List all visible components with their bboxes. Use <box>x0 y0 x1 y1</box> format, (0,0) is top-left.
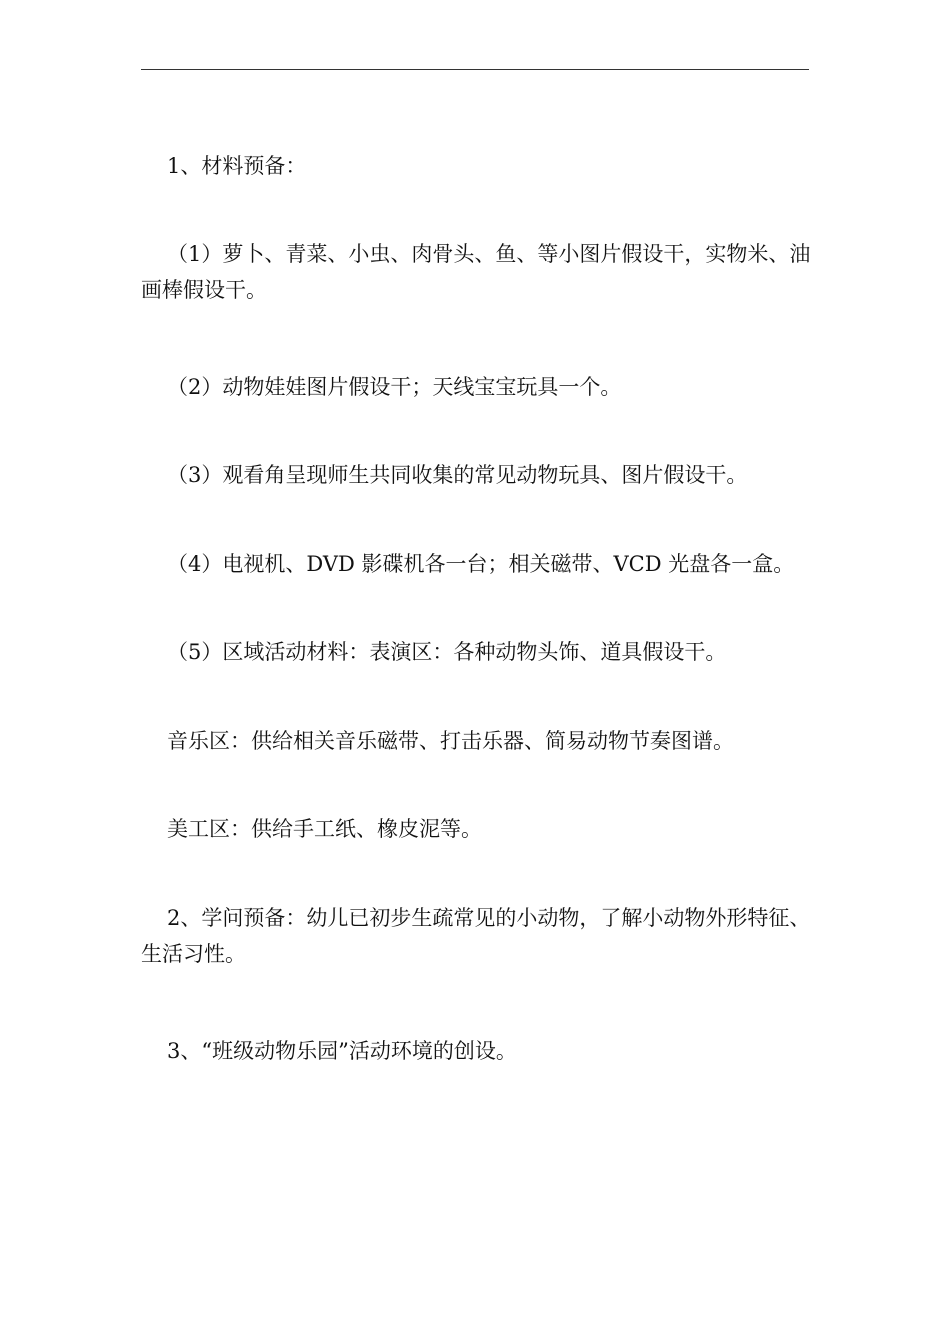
paragraph-music-area: 音乐区：供给相关音乐磁带、打击乐器、简易动物节奏图谱。 <box>167 729 734 753</box>
paragraph-knowledge-prep: 2、学问预备：幼儿已初步生疏常见的小动物，了解小动物外形特征、生活习性。 <box>141 906 811 966</box>
paragraph-item-4: （4）电视机、DVD 影碟机各一台；相关磁带、VCD 光盘各一盒。 <box>167 552 795 576</box>
header-rule <box>141 69 809 70</box>
paragraph-materials-heading: 1、材料预备： <box>167 154 307 178</box>
paragraph-art-area: 美工区：供给手工纸、橡皮泥等。 <box>167 817 482 841</box>
paragraph-item-5: （5）区域活动材料：表演区：各种动物头饰、道具假设干。 <box>167 640 727 664</box>
paragraph-environment: 3、“班级动物乐园”活动环境的创设。 <box>167 1039 517 1063</box>
paragraph-item-2: （2）动物娃娃图片假设干；天线宝宝玩具一个。 <box>167 375 622 399</box>
paragraph-item-3: （3）观看角呈现师生共同收集的常见动物玩具、图片假设干。 <box>167 463 748 487</box>
paragraph-item-1: （1）萝卜、青菜、小虫、肉骨头、鱼、等小图片假设干，实物米、油画棒假设干。 <box>141 242 811 302</box>
